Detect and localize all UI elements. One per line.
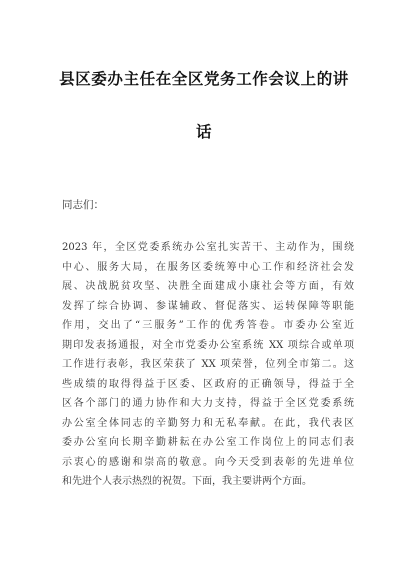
- paragraph-line: 期印发表扬通报，对全市党委办公室系统 XX 项综合或单项: [62, 339, 354, 351]
- paragraph-line: 办公室全体同志的辛勤努力和无私奉献。在此，我代表区: [62, 417, 354, 429]
- paragraph-line: 2023 年，全区党委系统办公室扎实苦干、主动作为，围绕: [62, 242, 354, 253]
- paragraph-line: 示衷心的感谢和崇高的敬意。向今天受到表彰的先进单位: [62, 456, 354, 468]
- paragraph-line: 发挥了综合协调、参谋辅政、督促落实、运转保障等职能: [62, 300, 354, 312]
- paragraph-line: 委办公室向长期辛勤耕耘在办公室工作岗位上的同志们表: [62, 437, 354, 448]
- paragraph-line: 和先进个人表示热烈的祝贺。下面，我主要讲两个方面。: [62, 476, 312, 487]
- document-title-line-2: 话: [195, 123, 213, 141]
- salutation: 同志们：: [62, 199, 104, 211]
- body-paragraph: [62, 238, 354, 492]
- paragraph-line: 区各个部门的通力协作和大力支持，得益于全区党委系统: [62, 398, 354, 409]
- document-title-line-1: 县区委办主任在全区党务工作会议上的讲: [59, 70, 349, 88]
- paragraph-line: 中心、服务大局，在服务区委统筹中心工作和经济社会发: [62, 261, 354, 273]
- paragraph-line: 工作进行表彰，我区荣获了 XX 项荣誉，位列全市第二。这: [62, 359, 354, 370]
- paragraph-line: 作用，交出了“三服务”工作的优秀答卷。市委办公室近: [62, 320, 354, 331]
- paragraph-line: 展、决战脱贫攻坚、决胜全面建成小康社会等方面，有效: [62, 281, 354, 292]
- paragraph-line: 些成绩的取得得益于区委、区政府的正确领导，得益于全: [62, 378, 354, 390]
